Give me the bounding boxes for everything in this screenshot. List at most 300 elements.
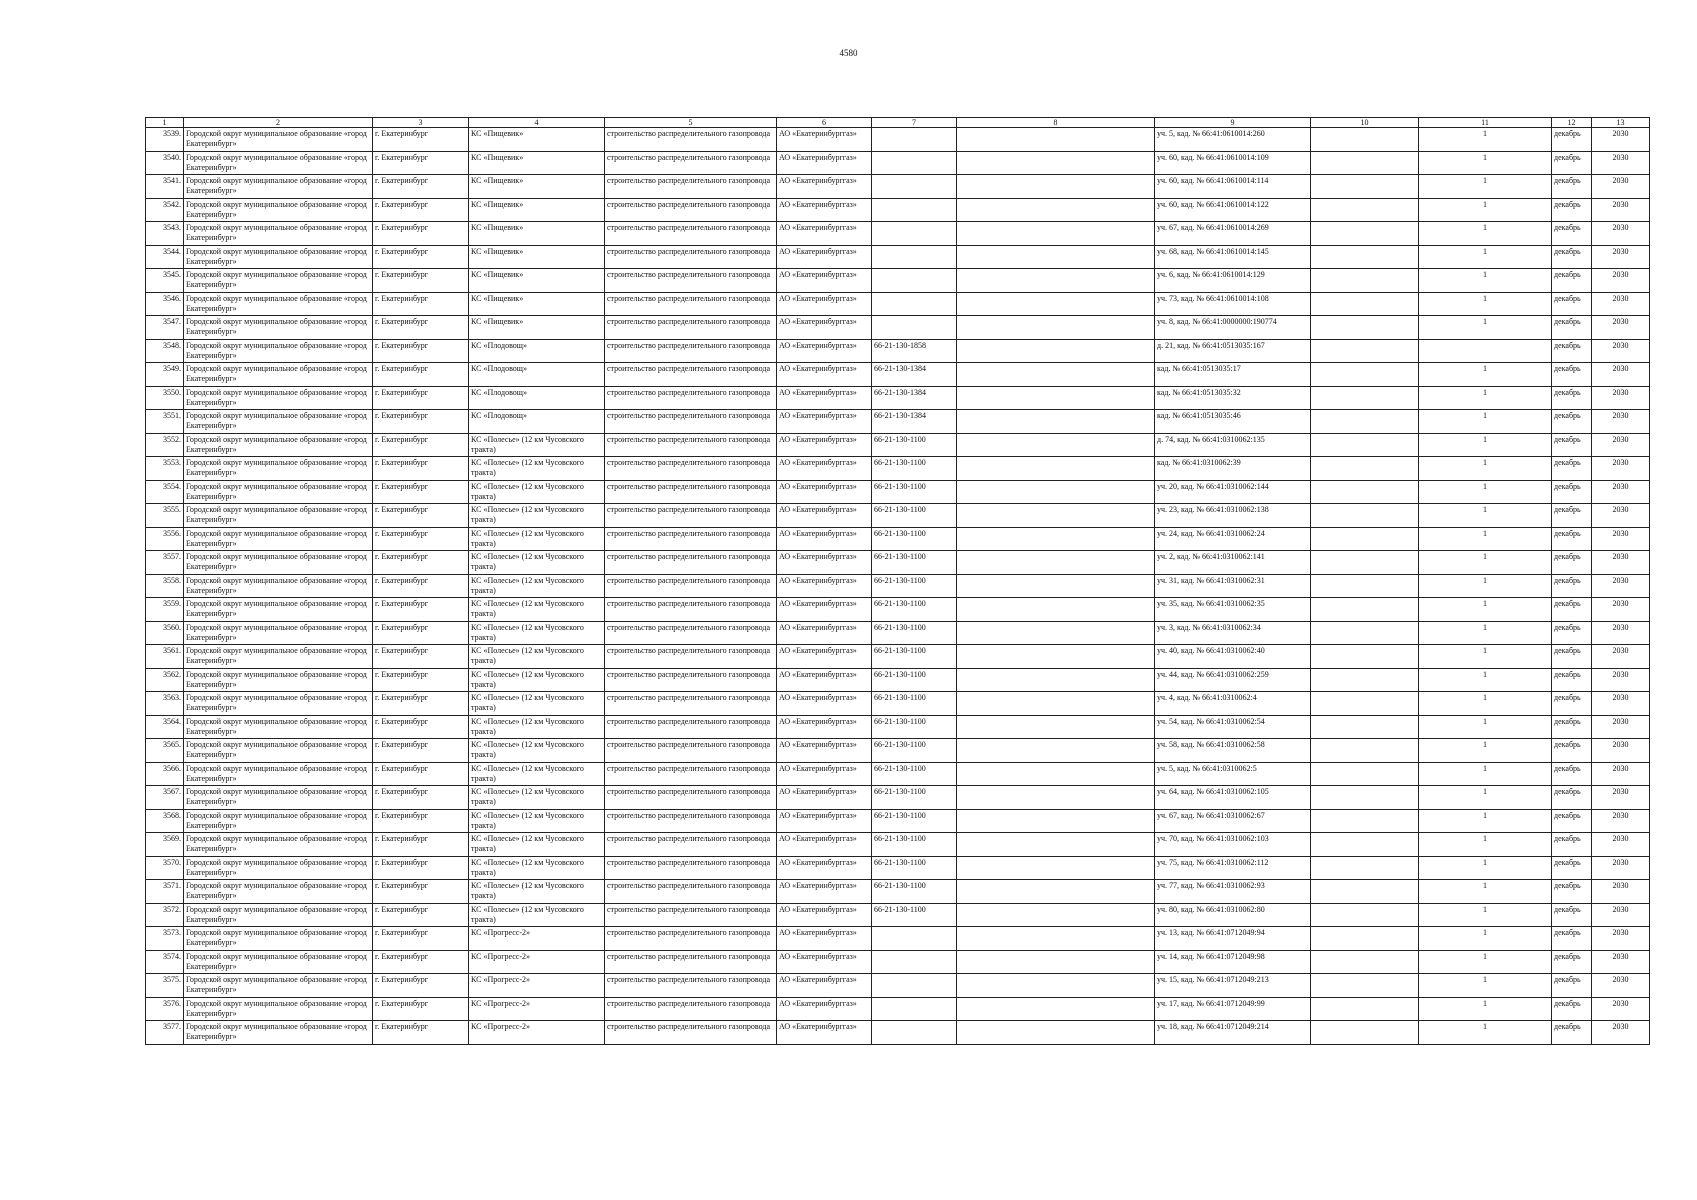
table-cell — [957, 504, 1155, 528]
table-cell: 2030 — [1592, 739, 1650, 763]
table-cell — [1311, 245, 1419, 269]
table-cell: строительство распределительного газопровода — [605, 692, 777, 716]
table-cell: 3558. — [146, 574, 184, 598]
table-cell: 1 — [1419, 1021, 1552, 1045]
table-cell: декабрь — [1552, 880, 1592, 904]
table-cell: 3574. — [146, 950, 184, 974]
table-cell — [872, 1021, 957, 1045]
table-cell: г. Екатеринбург — [373, 997, 469, 1021]
table-cell: 3571. — [146, 880, 184, 904]
table-cell: АО «Екатеринбурггаз» — [777, 410, 872, 434]
table-cell — [1311, 574, 1419, 598]
table-cell — [1311, 433, 1419, 457]
table-cell: КС «Полесье» (12 км Чусовского тракта) — [469, 692, 605, 716]
table-cell: 66-21-130-1100 — [872, 786, 957, 810]
table-cell: КС «Пищевик» — [469, 245, 605, 269]
table-cell: д. 74, кад. № 66:41:0310062:135 — [1155, 433, 1311, 457]
table-cell: строительство распределительного газопровода — [605, 645, 777, 669]
table-cell: декабрь — [1552, 997, 1592, 1021]
table-cell: АО «Екатеринбурггаз» — [777, 715, 872, 739]
table-cell: г. Екатеринбург — [373, 175, 469, 199]
table-row — [146, 504, 1650, 528]
table-cell: АО «Екатеринбурггаз» — [777, 927, 872, 951]
table-cell: строительство распределительного газопровода — [605, 128, 777, 152]
table-cell: АО «Екатеринбурггаз» — [777, 480, 872, 504]
table-cell: г. Екатеринбург — [373, 363, 469, 387]
table-cell — [957, 974, 1155, 998]
table-cell: декабрь — [1552, 339, 1592, 363]
table-cell: уч. 64, кад. № 66:41:0310062:105 — [1155, 786, 1311, 810]
table-cell: КС «Прогресс-2» — [469, 927, 605, 951]
table-cell — [957, 175, 1155, 199]
table-cell: 3562. — [146, 668, 184, 692]
table-cell: строительство распределительного газопровода — [605, 950, 777, 974]
table-cell: 3539. — [146, 128, 184, 152]
table-cell: Городской округ муниципальное образование «город Екатеринбург» — [184, 786, 373, 810]
column-header: 3 — [373, 118, 469, 128]
table-cell: 3550. — [146, 386, 184, 410]
table-cell: 2030 — [1592, 997, 1650, 1021]
table-cell: АО «Екатеринбурггаз» — [777, 386, 872, 410]
table-cell: 1 — [1419, 527, 1552, 551]
table-cell: строительство распределительного газопровода — [605, 151, 777, 175]
table-cell: КС «Плодовощ» — [469, 386, 605, 410]
table-cell: 3544. — [146, 245, 184, 269]
table-cell: 3577. — [146, 1021, 184, 1045]
table-cell: 2030 — [1592, 598, 1650, 622]
table-cell: АО «Екатеринбурггаз» — [777, 645, 872, 669]
table-cell: г. Екатеринбург — [373, 809, 469, 833]
table-cell: АО «Екатеринбурггаз» — [777, 856, 872, 880]
table-cell — [957, 997, 1155, 1021]
table-row — [146, 551, 1650, 575]
table-cell: 1 — [1419, 621, 1552, 645]
table-cell: 2030 — [1592, 527, 1650, 551]
table-cell: строительство распределительного газопровода — [605, 927, 777, 951]
table-cell — [872, 316, 957, 340]
table-row — [146, 715, 1650, 739]
table-cell: КС «Полесье» (12 км Чусовского тракта) — [469, 504, 605, 528]
table-cell — [1311, 410, 1419, 434]
table-row — [146, 269, 1650, 293]
table-cell: строительство распределительного газопровода — [605, 269, 777, 293]
table-cell: 3567. — [146, 786, 184, 810]
table-cell: КС «Пищевик» — [469, 292, 605, 316]
table-cell — [1311, 316, 1419, 340]
column-header: 11 — [1419, 118, 1552, 128]
table-cell: КС «Полесье» (12 км Чусовского тракта) — [469, 457, 605, 481]
table-cell: уч. 70, кад. № 66:41:0310062:103 — [1155, 833, 1311, 857]
table-cell: 2030 — [1592, 880, 1650, 904]
table-cell: АО «Екатеринбурггаз» — [777, 692, 872, 716]
table-cell: КС «Полесье» (12 км Чусовского тракта) — [469, 598, 605, 622]
table-cell: декабрь — [1552, 786, 1592, 810]
table-cell: кад. № 66:41:0513035:17 — [1155, 363, 1311, 387]
table-cell: 1 — [1419, 880, 1552, 904]
table-cell: строительство распределительного газопровода — [605, 668, 777, 692]
table-cell: КС «Пищевик» — [469, 128, 605, 152]
table-cell: уч. 60, кад. № 66:41:0610014:122 — [1155, 198, 1311, 222]
table-cell: КС «Полесье» (12 км Чусовского тракта) — [469, 645, 605, 669]
table-cell: АО «Екатеринбурггаз» — [777, 1021, 872, 1045]
table-cell: декабрь — [1552, 386, 1592, 410]
table-cell — [1311, 715, 1419, 739]
table-cell — [872, 974, 957, 998]
table-cell: уч. 6, кад. № 66:41:0610014:129 — [1155, 269, 1311, 293]
table-cell: КС «Полесье» (12 км Чусовского тракта) — [469, 856, 605, 880]
table-cell: 2030 — [1592, 621, 1650, 645]
table-cell: 3557. — [146, 551, 184, 575]
table-cell — [1311, 504, 1419, 528]
table-cell: декабрь — [1552, 856, 1592, 880]
table-cell — [872, 927, 957, 951]
table-cell: 3563. — [146, 692, 184, 716]
table-cell: 2030 — [1592, 1021, 1650, 1045]
table-cell: уч. 77, кад. № 66:41:0310062:93 — [1155, 880, 1311, 904]
table-cell: КС «Плодовощ» — [469, 339, 605, 363]
table-cell: АО «Екатеринбурггаз» — [777, 809, 872, 833]
table-cell — [872, 292, 957, 316]
table-cell: 2030 — [1592, 786, 1650, 810]
table-cell: КС «Полесье» (12 км Чусовского тракта) — [469, 551, 605, 575]
column-header: 4 — [469, 118, 605, 128]
table-cell: строительство распределительного газопровода — [605, 339, 777, 363]
table-cell: 1 — [1419, 856, 1552, 880]
table-cell — [1311, 645, 1419, 669]
table-cell: декабрь — [1552, 668, 1592, 692]
table-cell: 3546. — [146, 292, 184, 316]
table-cell: 66-21-130-1100 — [872, 856, 957, 880]
table-cell — [1311, 151, 1419, 175]
table-cell — [1311, 739, 1419, 763]
table-cell: 1 — [1419, 386, 1552, 410]
table-cell — [957, 527, 1155, 551]
table-cell: АО «Екатеринбурггаз» — [777, 339, 872, 363]
table-cell: 3556. — [146, 527, 184, 551]
table-cell: 3549. — [146, 363, 184, 387]
table-cell — [957, 292, 1155, 316]
table-cell: уч. 80, кад. № 66:41:0310062:80 — [1155, 903, 1311, 927]
table-cell: Городской округ муниципальное образование «город Екатеринбург» — [184, 668, 373, 692]
table-cell: 3561. — [146, 645, 184, 669]
table-cell: строительство распределительного газопровода — [605, 574, 777, 598]
register-table — [145, 117, 1650, 1045]
table-cell: 3554. — [146, 480, 184, 504]
table-cell: 2030 — [1592, 198, 1650, 222]
table-row — [146, 363, 1650, 387]
table-cell: КС «Полесье» (12 км Чусовского тракта) — [469, 480, 605, 504]
table-cell — [957, 715, 1155, 739]
table-cell: 1 — [1419, 598, 1552, 622]
table-cell: 1 — [1419, 645, 1552, 669]
table-cell: уч. 4, кад. № 66:41:0310062:4 — [1155, 692, 1311, 716]
table-cell — [957, 198, 1155, 222]
table-cell: г. Екатеринбург — [373, 339, 469, 363]
table-cell: г. Екатеринбург — [373, 480, 469, 504]
table-cell: декабрь — [1552, 809, 1592, 833]
table-body — [146, 128, 1650, 1045]
table-cell: Городской округ муниципальное образование «город Екатеринбург» — [184, 598, 373, 622]
table-cell: 1 — [1419, 433, 1552, 457]
table-cell: 3576. — [146, 997, 184, 1021]
table-cell: 2030 — [1592, 574, 1650, 598]
table-row — [146, 574, 1650, 598]
table-cell: декабрь — [1552, 974, 1592, 998]
table-cell: декабрь — [1552, 292, 1592, 316]
table-cell: уч. 13, кад. № 66:41:0712049:94 — [1155, 927, 1311, 951]
table-cell — [1311, 1021, 1419, 1045]
table-cell: АО «Екатеринбурггаз» — [777, 786, 872, 810]
table-cell — [872, 245, 957, 269]
table-row — [146, 809, 1650, 833]
table-cell: Городской округ муниципальное образование «город Екатеринбург» — [184, 339, 373, 363]
column-header: 6 — [777, 118, 872, 128]
table-cell: Городской округ муниципальное образование «город Екатеринбург» — [184, 692, 373, 716]
table-cell: 2030 — [1592, 222, 1650, 246]
table-cell: г. Екатеринбург — [373, 1021, 469, 1045]
table-cell: 1 — [1419, 903, 1552, 927]
table-cell: г. Екатеринбург — [373, 880, 469, 904]
table-cell: декабрь — [1552, 410, 1592, 434]
table-row — [146, 598, 1650, 622]
table-cell — [957, 363, 1155, 387]
table-cell: декабрь — [1552, 457, 1592, 481]
table-cell: строительство распределительного газопровода — [605, 504, 777, 528]
table-cell: 66-21-130-1384 — [872, 386, 957, 410]
table-cell — [957, 433, 1155, 457]
column-header: 10 — [1311, 118, 1419, 128]
table-cell — [957, 339, 1155, 363]
table-cell: 3552. — [146, 433, 184, 457]
table-cell: КС «Полесье» (12 км Чусовского тракта) — [469, 527, 605, 551]
column-header: 12 — [1552, 118, 1592, 128]
table-cell: Городской округ муниципальное образование «город Екатеринбург» — [184, 739, 373, 763]
table-cell: уч. 40, кад. № 66:41:0310062:40 — [1155, 645, 1311, 669]
table-row — [146, 927, 1650, 951]
table-cell — [1311, 786, 1419, 810]
table-cell: АО «Екатеринбурггаз» — [777, 128, 872, 152]
table-row — [146, 410, 1650, 434]
table-cell: Городской округ муниципальное образование «город Екатеринбург» — [184, 128, 373, 152]
table-cell: Городской округ муниципальное образование «город Екатеринбург» — [184, 198, 373, 222]
table-cell: 1 — [1419, 222, 1552, 246]
table-cell — [1311, 527, 1419, 551]
table-cell: декабрь — [1552, 833, 1592, 857]
table-cell: 2030 — [1592, 903, 1650, 927]
table-cell: строительство распределительного газопровода — [605, 433, 777, 457]
column-header: 1 — [146, 118, 184, 128]
table-cell — [957, 457, 1155, 481]
table-cell: 2030 — [1592, 363, 1650, 387]
table-cell: АО «Екатеринбурггаз» — [777, 316, 872, 340]
table-cell: 2030 — [1592, 292, 1650, 316]
table-cell: 1 — [1419, 410, 1552, 434]
table-cell — [1311, 292, 1419, 316]
table-cell: г. Екатеринбург — [373, 574, 469, 598]
table-cell: г. Екатеринбург — [373, 762, 469, 786]
table-cell — [872, 269, 957, 293]
column-header: 9 — [1155, 118, 1311, 128]
table-cell: КС «Прогресс-2» — [469, 1021, 605, 1045]
table-cell: 2030 — [1592, 950, 1650, 974]
table-cell: Городской округ муниципальное образование «город Екатеринбург» — [184, 316, 373, 340]
table-cell — [957, 880, 1155, 904]
table-cell: уч. 68, кад. № 66:41:0610014:145 — [1155, 245, 1311, 269]
table-cell — [957, 480, 1155, 504]
table-cell: 66-21-130-1858 — [872, 339, 957, 363]
table-cell: 2030 — [1592, 762, 1650, 786]
table-cell: декабрь — [1552, 574, 1592, 598]
table-cell — [1311, 974, 1419, 998]
table-cell: декабрь — [1552, 504, 1592, 528]
table-cell: Городской округ муниципальное образование «город Екатеринбург» — [184, 222, 373, 246]
table-cell — [1311, 621, 1419, 645]
table-cell: Городской округ муниципальное образование «город Екатеринбург» — [184, 245, 373, 269]
table-cell: АО «Екатеринбурггаз» — [777, 880, 872, 904]
table-row — [146, 786, 1650, 810]
table-cell: 1 — [1419, 809, 1552, 833]
table-cell: Городской округ муниципальное образование «город Екатеринбург» — [184, 363, 373, 387]
table-cell: 66-21-130-1100 — [872, 457, 957, 481]
table-cell — [1311, 668, 1419, 692]
table-cell: 3553. — [146, 457, 184, 481]
table-cell: 1 — [1419, 128, 1552, 152]
table-row — [146, 880, 1650, 904]
table-cell — [957, 739, 1155, 763]
table-cell: строительство распределительного газопровода — [605, 621, 777, 645]
table-cell: 2030 — [1592, 833, 1650, 857]
table-cell: декабрь — [1552, 739, 1592, 763]
table-cell: строительство распределительного газопровода — [605, 786, 777, 810]
table-cell: г. Екатеринбург — [373, 621, 469, 645]
table-cell — [957, 386, 1155, 410]
table-cell: КС «Полесье» (12 км Чусовского тракта) — [469, 762, 605, 786]
table-cell: строительство распределительного газопровода — [605, 457, 777, 481]
table-cell: декабрь — [1552, 527, 1592, 551]
table-cell: Городской округ муниципальное образование «город Екатеринбург» — [184, 997, 373, 1021]
table-cell: 1 — [1419, 292, 1552, 316]
header-row — [146, 118, 1650, 128]
table-cell: уч. 14, кад. № 66:41:0712049:98 — [1155, 950, 1311, 974]
table-cell: декабрь — [1552, 175, 1592, 199]
table-cell — [1311, 222, 1419, 246]
table-cell — [957, 410, 1155, 434]
table-cell: уч. 60, кад. № 66:41:0610014:109 — [1155, 151, 1311, 175]
table-cell: г. Екатеринбург — [373, 128, 469, 152]
table-cell — [872, 175, 957, 199]
table-cell: 66-21-130-1100 — [872, 645, 957, 669]
table-row — [146, 692, 1650, 716]
table-cell: Городской округ муниципальное образование «город Екатеринбург» — [184, 856, 373, 880]
table-cell: 3547. — [146, 316, 184, 340]
table-cell — [957, 245, 1155, 269]
table-cell: 3566. — [146, 762, 184, 786]
table-cell: д. 21, кад. № 66:41:0513035:167 — [1155, 339, 1311, 363]
table-cell: КС «Полесье» (12 км Чусовского тракта) — [469, 786, 605, 810]
table-cell: 2030 — [1592, 128, 1650, 152]
table-cell: КС «Полесье» (12 км Чусовского тракта) — [469, 833, 605, 857]
table-cell: АО «Екатеринбурггаз» — [777, 598, 872, 622]
table-cell: 2030 — [1592, 668, 1650, 692]
table-cell: АО «Екатеринбурггаз» — [777, 668, 872, 692]
table-cell: КС «Полесье» (12 км Чусовского тракта) — [469, 715, 605, 739]
table-row — [146, 833, 1650, 857]
table-cell: 66-21-130-1100 — [872, 880, 957, 904]
table-cell: строительство распределительного газопровода — [605, 316, 777, 340]
table-cell: г. Екатеринбург — [373, 410, 469, 434]
table-cell — [1311, 480, 1419, 504]
table-cell: КС «Пищевик» — [469, 269, 605, 293]
table-cell: Городской округ муниципальное образование «город Екатеринбург» — [184, 1021, 373, 1045]
table-cell — [1311, 175, 1419, 199]
table-cell: 66-21-130-1100 — [872, 527, 957, 551]
table-cell — [872, 198, 957, 222]
table-cell: 2030 — [1592, 927, 1650, 951]
table-cell: АО «Екатеринбурггаз» — [777, 997, 872, 1021]
table-cell: 66-21-130-1100 — [872, 433, 957, 457]
table-cell: КС «Полесье» (12 км Чусовского тракта) — [469, 433, 605, 457]
table-cell: уч. 8, кад. № 66:41:0000000:190774 — [1155, 316, 1311, 340]
table-row — [146, 433, 1650, 457]
table-cell: 66-21-130-1100 — [872, 739, 957, 763]
table-cell — [1311, 927, 1419, 951]
table-cell: декабрь — [1552, 621, 1592, 645]
table-row — [146, 950, 1650, 974]
table-cell: строительство распределительного газопровода — [605, 386, 777, 410]
table-cell: АО «Екатеринбурггаз» — [777, 903, 872, 927]
table-cell: Городской округ муниципальное образование «город Екатеринбург» — [184, 903, 373, 927]
table-cell: строительство распределительного газопровода — [605, 410, 777, 434]
table-cell: 66-21-130-1100 — [872, 833, 957, 857]
table-cell: 1 — [1419, 151, 1552, 175]
table-row — [146, 903, 1650, 927]
table-cell: 3575. — [146, 974, 184, 998]
table-cell — [957, 1021, 1155, 1045]
table-cell: Городской округ муниципальное образование «город Екатеринбург» — [184, 974, 373, 998]
table-cell — [1311, 692, 1419, 716]
table-cell: строительство распределительного газопровода — [605, 974, 777, 998]
table-cell: КС «Полесье» (12 км Чусовского тракта) — [469, 809, 605, 833]
table-row — [146, 739, 1650, 763]
table-cell: 3560. — [146, 621, 184, 645]
table-cell: уч. 60, кад. № 66:41:0610014:114 — [1155, 175, 1311, 199]
table-cell: 1 — [1419, 997, 1552, 1021]
table-cell: 66-21-130-1384 — [872, 363, 957, 387]
table-cell: 1 — [1419, 551, 1552, 575]
table-row — [146, 480, 1650, 504]
table-cell — [1311, 762, 1419, 786]
table-row — [146, 175, 1650, 199]
table-cell: 66-21-130-1100 — [872, 621, 957, 645]
table-cell: 1 — [1419, 974, 1552, 998]
table-cell: КС «Полесье» (12 км Чусовского тракта) — [469, 880, 605, 904]
table-cell: КС «Полесье» (12 км Чусовского тракта) — [469, 739, 605, 763]
table-cell: КС «Пищевик» — [469, 151, 605, 175]
table-row — [146, 997, 1650, 1021]
table-cell: г. Екатеринбург — [373, 386, 469, 410]
table-cell: 2030 — [1592, 410, 1650, 434]
table-cell: строительство распределительного газопровода — [605, 833, 777, 857]
table-cell: 66-21-130-1384 — [872, 410, 957, 434]
table-cell: 3540. — [146, 151, 184, 175]
table-cell: 1 — [1419, 316, 1552, 340]
table-cell: 66-21-130-1100 — [872, 809, 957, 833]
table-cell — [872, 128, 957, 152]
column-header: 7 — [872, 118, 957, 128]
table-cell: строительство распределительного газопровода — [605, 551, 777, 575]
table-cell: г. Екатеринбург — [373, 245, 469, 269]
table-row — [146, 1021, 1650, 1045]
